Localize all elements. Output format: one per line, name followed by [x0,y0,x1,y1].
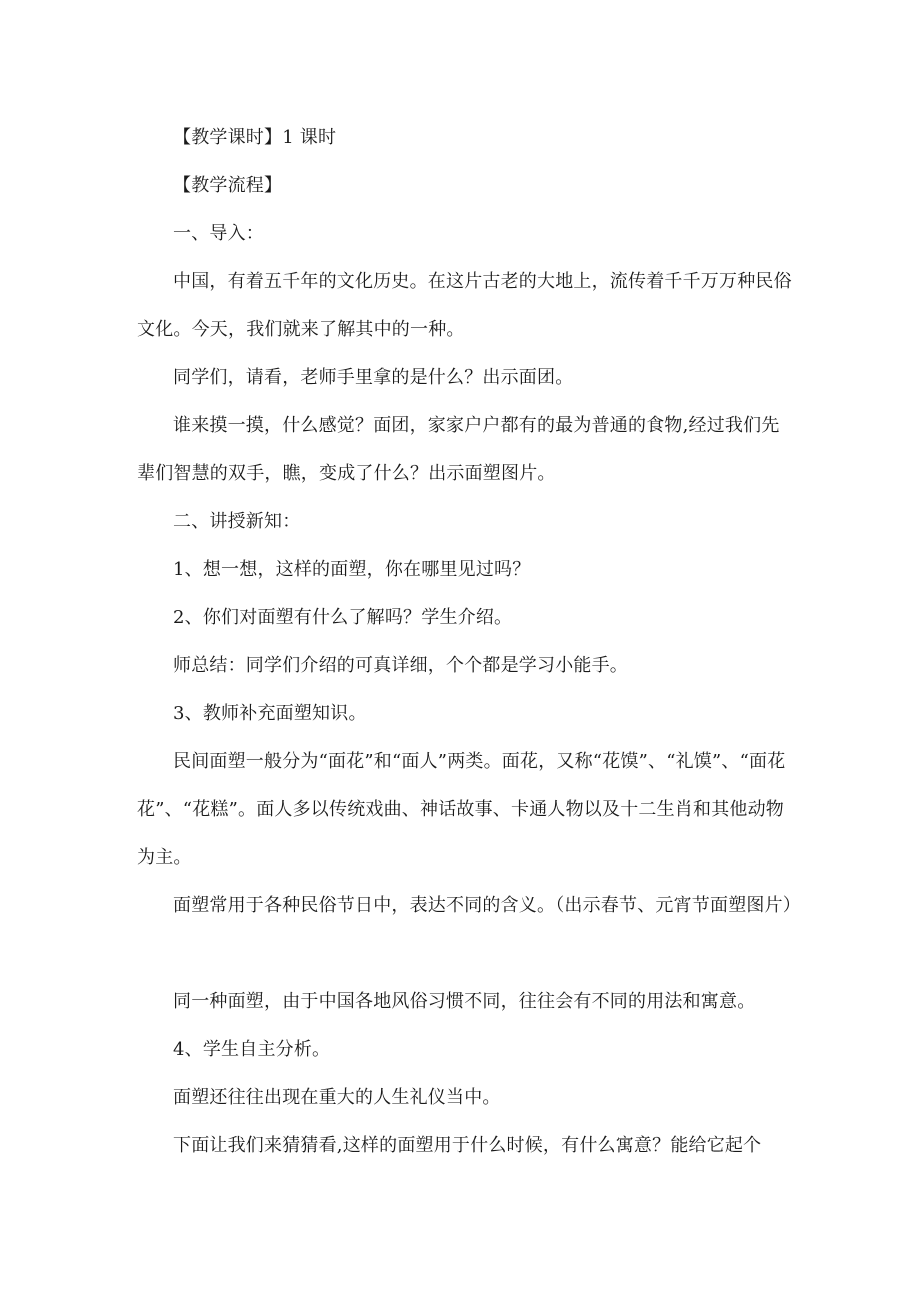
section-new-knowledge-heading: 二、讲授新知： [173,511,301,532]
folk-clay-paragraph: 民间面塑一般分为“面花”和“面人”两类。面花，又称“花馍”、“礼馍”、“面花花”、“花糕”。面人多以传统戏曲、神话故事、卡通人物以及十二生肖和其他动物为主。 [137,751,786,868]
teaching-process-heading: 【教学流程】 [173,175,283,196]
festival-paragraph: 面塑常用于各种民俗节日中，表达不同的含义。（出示春节、元宵节面塑图片） [173,895,801,916]
intro-paragraph-2: 同学们，请看，老师手里拿的是什么？出示面团。 [173,367,574,388]
section-intro-heading: 一、导入： [173,223,264,244]
item-2: 2、你们对面塑有什么了解吗？学生介绍。 [173,607,513,628]
guess-paragraph: 下面让我们来猜猜看,这样的面塑用于什么时候，有什么寓意？能给它起个 [173,1135,762,1156]
lesson-hours-heading: 【教学课时】1 课时 [173,127,337,148]
teacher-summary: 师总结：同学们介绍的可真详细，个个都是学习小能手。 [173,655,628,676]
intro-paragraph-1: 中国，有着五千年的文化历史。在这片古老的大地上，流传着千千万万种民俗文化。今天，我们就来了解其中的一种。 [137,271,792,340]
ritual-paragraph: 面塑还往往出现在重大的人生礼仪当中。 [173,1087,501,1108]
item-3: 3、教师补充面塑知识。 [173,703,367,724]
item-4: 4、学生自主分析。 [173,1039,331,1060]
intro-paragraph-3: 谁来摸一摸，什么感觉？面团，家家户户都有的最为普通的食物,经过我们先辈们智慧的双手，瞧，变成了什么？出示面塑图片。 [137,415,780,484]
item-1: 1、想一想，这样的面塑，你在哪里见过吗？ [173,559,531,580]
regional-paragraph: 同一种面塑，由于中国各地风俗习惯不同，往往会有不同的用法和寓意。 [173,991,756,1012]
